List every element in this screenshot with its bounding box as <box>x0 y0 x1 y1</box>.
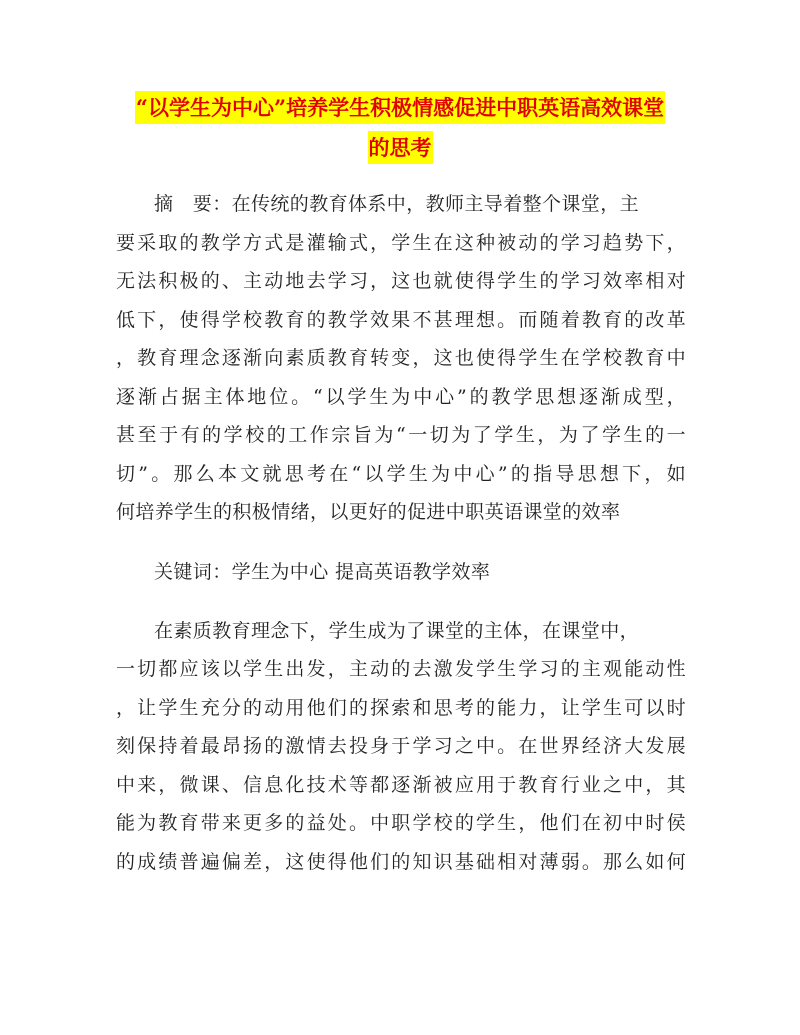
document-title-line-2 <box>120 136 680 160</box>
body-line: ，让学生充分的动用他们的探索和思考的能力，让学生可以时 <box>116 697 686 719</box>
abstract-line: 切”。那么本文就思考在“以学生为中心”的指导思想下，如 <box>116 463 686 485</box>
abstract-line: 无法积极的、主动地去学习，这也就使得学生的学习效率相对 <box>116 270 686 292</box>
keywords-line: 关键词：学生为中心 提高英语教学效率 <box>154 561 491 583</box>
abstract-line: 逐渐占据主体地位。“以学生为中心”的教学思想逐渐成型， <box>116 386 686 408</box>
abstract-line: ，教育理念逐渐向素质教育转变，这也使得学生在学校教育中 <box>116 347 686 369</box>
document-title-line-1 <box>120 96 680 120</box>
abstract-line: 摘 要：在传统的教育体系中，教师主导着整个课堂，主 <box>154 193 640 215</box>
body-line: 刻保持着最昂扬的激情去投身于学习之中。在世界经济大发展 <box>116 735 686 757</box>
body-line: 能为教育带来更多的益处。中职学校的学生，他们在初中时侯 <box>116 812 686 834</box>
body-line: 一切都应该以学生出发，主动的去激发学生学习的主观能动性 <box>116 658 686 680</box>
body-line: 在素质教育理念下，学生成为了课堂的主体，在课堂中， <box>154 620 640 642</box>
abstract-line: 低下，使得学校教育的教学效果不甚理想。而随着教育的改革 <box>116 309 686 331</box>
body-line: 中来，微课、信息化技术等都逐渐被应用于教育行业之中，其 <box>116 774 686 796</box>
abstract-line: 要采取的教学方式是灌输式，学生在这种被动的学习趋势下， <box>116 232 686 254</box>
title-highlight-1: “以学生为中心”培养学生积极情感促进中职英语高效课堂 <box>135 91 665 124</box>
abstract-line: 何培养学生的积极情绪，以更好的促进中职英语课堂的效率 <box>116 501 621 523</box>
body-line: 的成绩普遍偏差，这使得他们的知识基础相对薄弱。那么如何 <box>116 851 686 873</box>
title-highlight-2: 的思考 <box>368 131 433 164</box>
abstract-line: 甚至于有的学校的工作宗旨为“一切为了学生，为了学生的一 <box>116 424 686 446</box>
